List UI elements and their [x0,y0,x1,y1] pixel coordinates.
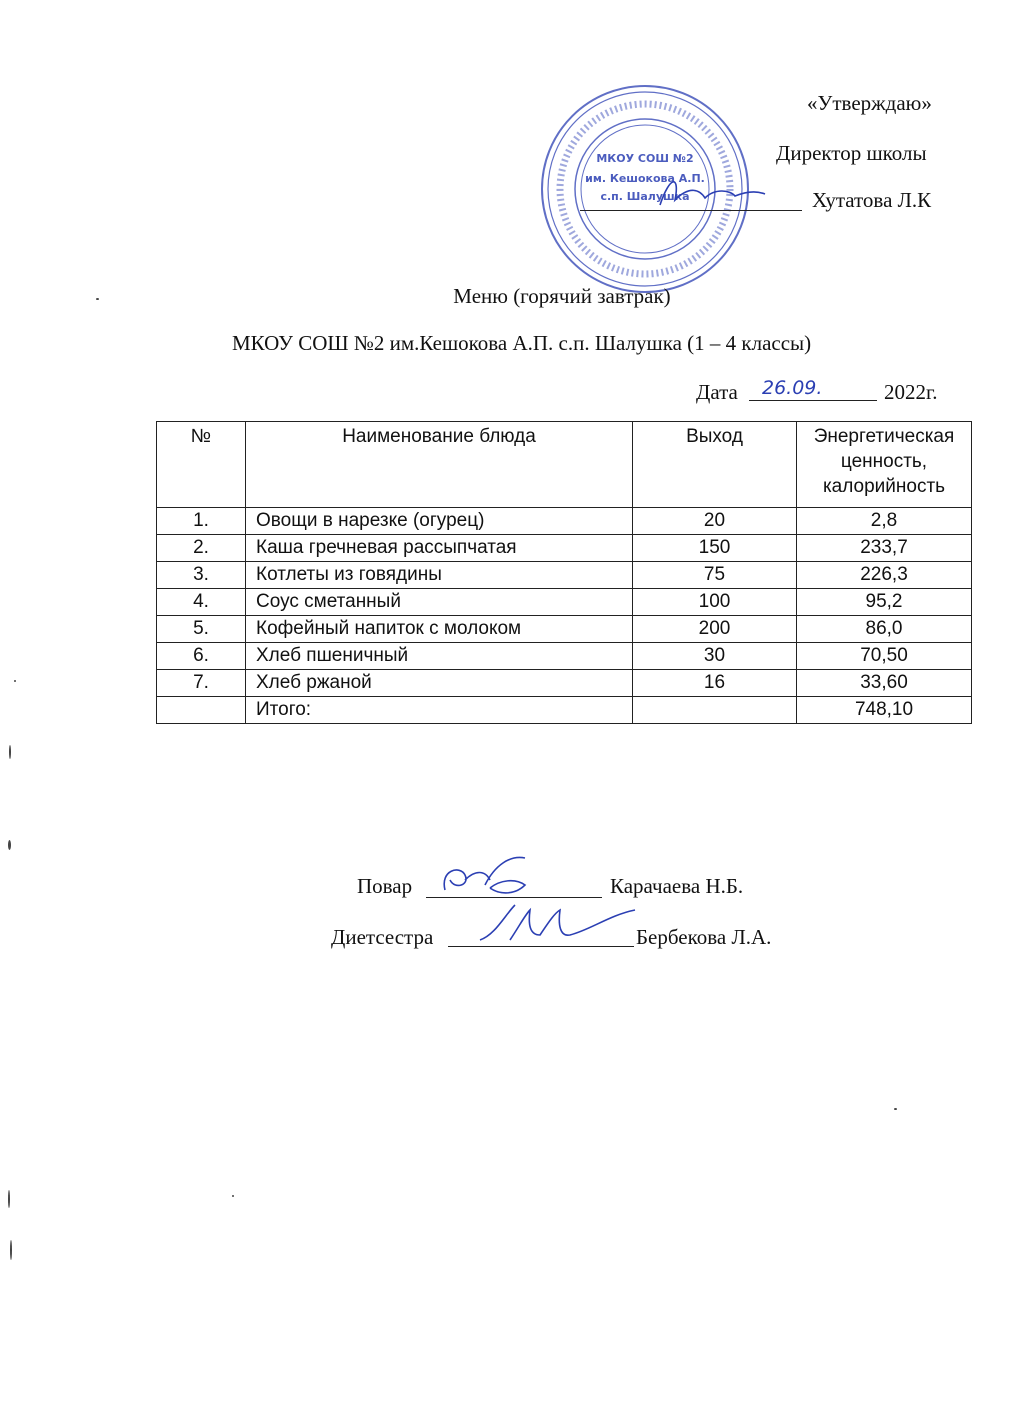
dietitian-name: Бербекова Л.А. [636,925,772,949]
row-num: 3. [157,562,246,589]
total-output [633,697,797,724]
table-row [157,535,972,562]
row-output: 150 [633,535,797,562]
row-name: Соус сметанный [246,589,633,616]
row-name: Кофейный напиток с молоком [246,616,633,643]
scan-speck [8,840,11,850]
row-name: Котлеты из говядины [246,562,633,589]
row-name: Хлеб пшеничный [246,643,633,670]
total-energy: 748,10 [797,697,972,724]
header-energy: Энергетическая ценность, калорийность [797,422,972,508]
header-num: № [157,422,246,508]
row-output: 20 [633,508,797,535]
header-name: Наименование блюда [246,422,633,508]
row-output: 200 [633,616,797,643]
row-num: 1. [157,508,246,535]
date-label: Дата [696,380,738,404]
stamp-line-1: МКОУ СОШ №2 [596,152,694,165]
scan-speck [9,745,11,759]
row-output: 30 [633,643,797,670]
total-label: Итого: [246,697,633,724]
svg-text:26.09.: 26.09. [762,377,823,399]
date-handwritten [752,372,862,402]
date-line [749,400,877,401]
table-row [157,562,972,589]
row-energy: 233,7 [797,535,972,562]
cook-label: Повар [357,874,413,898]
row-output: 75 [633,562,797,589]
row-num: 2. [157,535,246,562]
scan-speck [10,1240,12,1260]
school-subtitle: МКОУ СОШ №2 им.Кешокова А.П. с.п. Шалушка (1 – 4 классы) [232,331,812,355]
table-row [157,589,972,616]
row-num: 7. [157,670,246,697]
row-energy: 226,3 [797,562,972,589]
total-num [157,697,246,724]
scan-speck [894,1108,897,1110]
row-name: Каша гречневая рассыпчатая [246,535,633,562]
director-title: Директор школы [776,141,927,165]
dietitian-signature-mark [470,895,640,955]
row-energy: 2,8 [797,508,972,535]
row-output: 100 [633,589,797,616]
scan-speck [14,680,16,682]
row-energy: 70,50 [797,643,972,670]
date-year: 2022г. [884,380,938,404]
table-row [157,616,972,643]
scan-speck [8,1190,10,1208]
scan-speck [232,1195,234,1197]
row-energy: 95,2 [797,589,972,616]
header-output: Выход [633,422,797,508]
scan-speck [96,298,99,300]
approve-heading: «Утверждаю» [807,91,932,115]
stamp-line-2: им. Кешокова А.П. [585,172,705,185]
menu-table [156,421,972,724]
table-row [157,508,972,535]
row-energy: 33,60 [797,670,972,697]
table-row [157,670,972,697]
row-num: 6. [157,643,246,670]
table-row [157,643,972,670]
row-energy: 86,0 [797,616,972,643]
row-output: 16 [633,670,797,697]
table-header-row [157,422,972,508]
row-num: 5. [157,616,246,643]
menu-title: Меню (горячий завтрак) [453,284,671,308]
director-signature-mark [650,170,770,215]
table-total-row [157,697,972,724]
stamp-line-3: с.п. Шалушка [600,190,690,203]
row-name: Овощи в нарезке (огурец) [246,508,633,535]
cook-name: Карачаева Н.Б. [610,874,744,898]
row-name: Хлеб ржаной [246,670,633,697]
dietitian-label: Диетсестра [331,925,434,949]
director-name: Хутатова Л.К [812,188,932,212]
row-num: 4. [157,589,246,616]
